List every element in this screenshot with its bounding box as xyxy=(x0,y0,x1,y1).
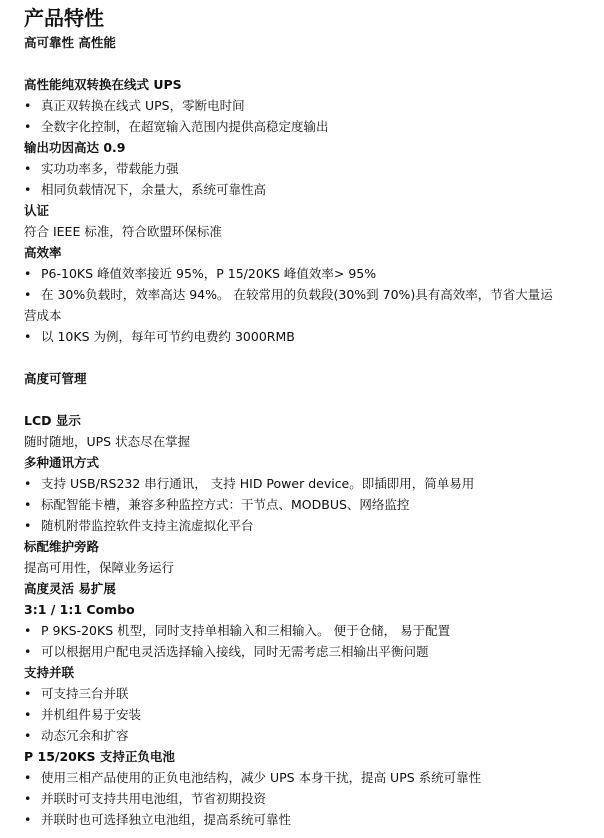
section-heading: 高效率 xyxy=(24,245,62,260)
bullet-item: • 在 30%负载时，效率高达 94%。 在较常用的负载段(30%到 70%)具有高效率，节省大量运 xyxy=(24,284,580,305)
bullet-item: • 并联时也可选择独立电池组，提高系统可靠性 xyxy=(24,809,580,830)
spacer xyxy=(24,347,580,368)
section-heading: 高度灵活 易扩展 xyxy=(24,581,116,596)
bullet-item: • 随机附带监控软件支持主流虚拟化平台 xyxy=(24,515,580,536)
section-heading: 高可靠性 高性能 xyxy=(24,35,116,50)
section-heading: 高性能纯双转换在线式 UPS xyxy=(24,77,182,92)
section-heading: 输出功因高达 0.9 xyxy=(24,140,126,155)
body-text: 提高可用性，保障业务运行 xyxy=(24,560,175,575)
page-title: 产品特性 xyxy=(24,6,104,30)
bullet-item: • P 9KS-20KS 机型，同时支持单相输入和三相输入。 便于仓储， 易于配置 xyxy=(24,620,580,641)
bullet-item: • 标配智能卡槽，兼容多种监控方式：干节点、MODBUS、网络监控 xyxy=(24,494,580,515)
bullet-item-continuation: 营成本 xyxy=(24,308,62,323)
body-text: 符合 IEEE 标准，符合欧盟环保标准 xyxy=(24,224,222,239)
bullet-item: • 相同负载情况下，余量大，系统可靠性高 xyxy=(24,179,580,200)
section-heading: 高度可管理 xyxy=(24,371,87,386)
body-text: 随时随地，UPS 状态尽在掌握 xyxy=(24,434,191,449)
bullet-item: • 使用三相产品使用的正负电池结构，减少 UPS 本身干扰，提高 UPS 系统可靠性 xyxy=(24,767,580,788)
bullet-item: • 并机组件易于安装 xyxy=(24,704,580,725)
section-heading: 支持并联 xyxy=(24,665,75,680)
section-heading: 多种通讯方式 xyxy=(24,455,100,470)
bullet-item: • 以 10KS 为例，每年可节约电费约 3000RMB xyxy=(24,326,580,347)
bullet-item: • 动态冗余和扩容 xyxy=(24,725,580,746)
section-heading: P 15/20KS 支持正负电池 xyxy=(24,749,175,764)
bullet-item: • 实功功率多，带载能力强 xyxy=(24,158,580,179)
bullet-item-wrapped xyxy=(24,284,580,326)
section-heading: 3:1 / 1:1 Combo xyxy=(24,602,135,617)
spacer xyxy=(24,53,580,74)
bullet-item: • 可支持三台并联 xyxy=(24,683,580,704)
bullet-item: • P6-10KS 峰值效率接近 95%，P 15/20KS 峰值效率> 95% xyxy=(24,263,580,284)
bullet-item: • 支持 USB/RS232 串行通讯， 支持 HID Power device。即插即用，简单易用 xyxy=(24,473,580,494)
section-heading: 标配维护旁路 xyxy=(24,539,100,554)
bullet-item: • 并联时可支持共用电池组，节省初期投资 xyxy=(24,788,580,809)
bullet-item: • 全数字化控制，在超宽输入范围内提供高稳定度输出 xyxy=(24,116,580,137)
section-heading: LCD 显示 xyxy=(24,413,81,428)
spacer xyxy=(24,389,580,410)
feature-list xyxy=(24,32,580,830)
bullet-item: • 真正双转换在线式 UPS，零断电时间 xyxy=(24,95,580,116)
bullet-item: • 可以根据用户配电灵活选择输入接线，同时无需考虑三相输出平衡问题 xyxy=(24,641,580,662)
section-heading: 认证 xyxy=(24,203,50,218)
